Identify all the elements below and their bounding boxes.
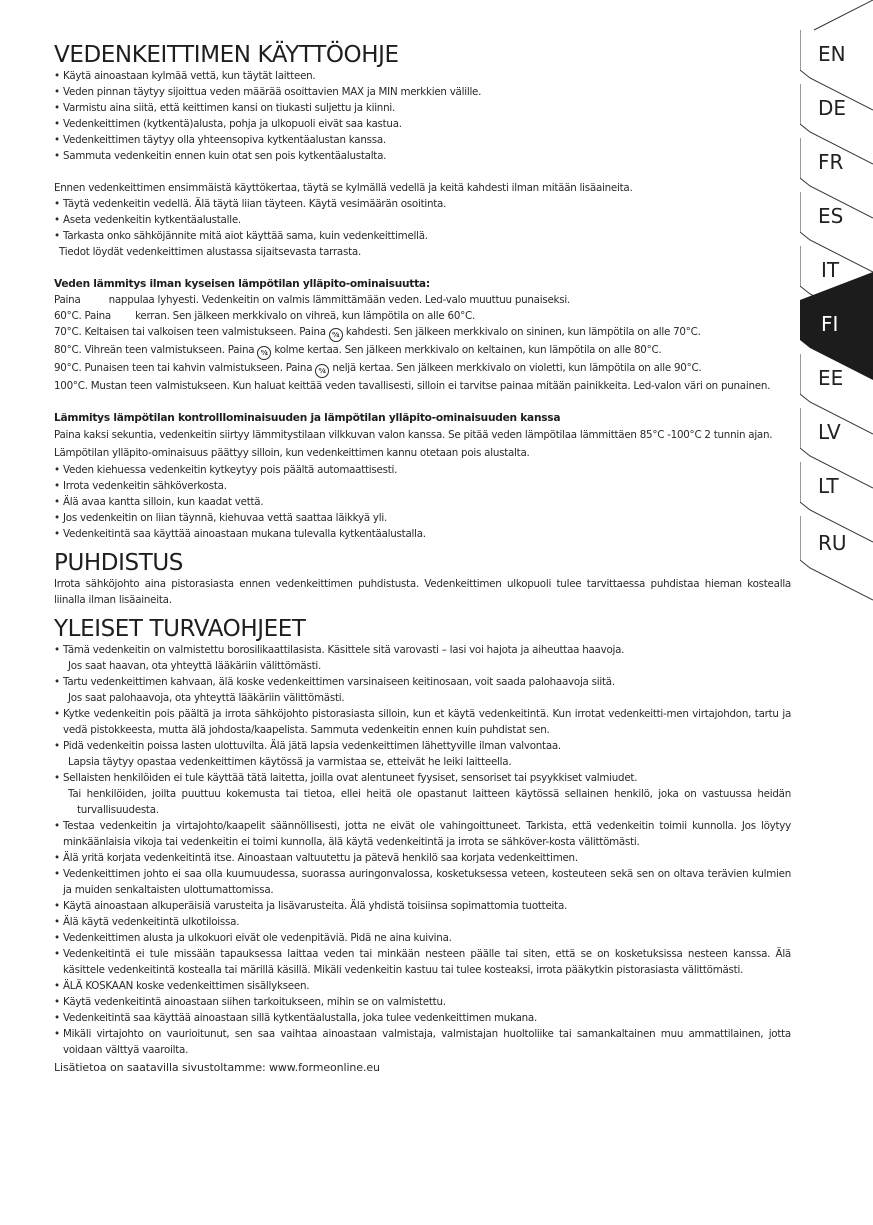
list-item: • Veden kiehuessa vedenkeitin kytkeytyy pois päältä automaattisesti. [54,462,791,478]
list-item: • Varmistu aina siitä, että keittimen kansi on tiukasti suljettu ja kiinni. [54,100,791,116]
list-item: • Älä käytä vedenkeitintä ulkotiloissa. [54,914,791,930]
heating-text: nappulaa lyhyesti. Vedenkeitin on valmis lämmittämään veden. Led-valo muuttuu punaiseksi. [108,294,570,306]
list-item: • Vedenkeittimen johto ei saa olla kuumuudessa, suorassa auringonvalossa, kosketuksessa veteen, kosteuteen sekä sen on oltava terävien kulmien ja muiden senkaltaisten ulottumattomissa. [54,866,791,898]
tab-ru[interactable]: RU [818,531,847,555]
temperature-button-icon: ⁰⁄₄ [257,346,271,360]
first-use-list [54,196,791,244]
heating-title: Veden lämmitys ilman kyseisen lämpötilan ylläpito-ominaisuutta: [54,278,430,290]
footer-website-text: Lisätietoa on saatavilla sivustoltamme: www.formeonline.eu [54,1061,380,1074]
cleaning-text: Irrota sähköjohto aina pistorasiasta ennen vedenkeittimen puhdistusta. Vedenkeittimen ulkopuoli tulee tarvittaessa puhdistaa hieman kostealla liinalla ilman lisäaineita. [54,578,791,606]
heating-line-80 [54,342,791,360]
safety-title: YLEISET TURVAOHJEET [54,616,306,642]
list-item-sub: Jos saat haavan, ota yhteyttä lääkäriin välittömästi. [68,660,322,672]
list-item: • Aseta vedenkeitin kytkentäalustalle. [54,212,791,228]
list-item: • Käytä ainoastaan kylmää vettä, kun täytät laitteen. [54,68,791,84]
heating-text: kerran. Sen jälkeen merkkivalo on vihreä, kun lämpötila on alle 60°C. [135,310,475,322]
tab-es[interactable]: ES [818,204,844,228]
heating-text: 90°C. Punaisen teen tai kahvin valmistukseen. Paina [54,362,313,374]
usage-list [54,68,791,164]
tab-lt[interactable]: LT [818,474,839,498]
list-item: • Kytke vedenkeitin pois päältä ja irrota sähköjohto pistorasiasta silloin, kun et käytä vedenkeitintä. Kun irrotat vedenkeitti-men virtajohdon, tartu ja vedä pistokkeesta, mutta älä johdosta/kaapelista. Sammuta vedenkeitin ennen kuin puhdistat sen. [54,706,791,738]
list-item-sub: Lapsia täytyy opastaa vedenkeittimen käytössä ja varmistaa se, etteivät he leiki laitteella. [68,756,512,768]
list-item: • Irrota vedenkeitin sähköverkosta. [54,478,791,494]
heating-text: 80°C. Vihreän teen valmistukseen. Paina [54,344,255,356]
language-tabs [800,0,873,1225]
tab-fr[interactable]: FR [818,150,844,174]
list-item: • Sellaisten henkilöiden ei tule käyttää tätä laitetta, joilla ovat alentuneet fyysiset, sensoriset tai psyykkiset valmiudet. Tai henkilöiden, joilta puuttuu kokemusta tai tietoa, ellei heitä ole opastanut laitteen käytössä sellainen henkilö, joka on vastuussa heidän turvallisuudesta. [54,770,791,818]
tab-de[interactable]: DE [818,96,847,120]
heating-line-paina [54,292,791,308]
list-item: • Jos vedenkeitin on liian täynnä, kiehuvaa vettä saattaa läikkyä yli. [54,510,791,526]
list-item: • Vedenkeittimen (kytkentä)alusta, pohja ja ulkopuoli eivät saa kastua. [54,116,791,132]
list-item: • Älä yritä korjata vedenkeitintä itse. Ainoastaan valtuutettu ja pätevä henkilö saa korjata vedenkeittimen. [54,850,791,866]
first-use-intro: Ennen vedenkeittimen ensimmäistä käyttökertaa, täytä se kylmällä vedellä ja keitä kahdesti ilman mitään lisäaineita. [54,182,633,194]
list-item: • Vedenkeitintä ei tule missään tapauksessa laittaa veden tai minkään nesteen päälle tai siten, että se on kosketuksissa nesteen kanssa. Älä käsittele vedenkeitintä kostealla tai märillä käsillä. Mikäli vedenkeitin kastuu tai tulee kosteaksi, irrota pääkytkin pistorasiasta välittömästi. [54,946,791,978]
keepwarm-text: Paina kaksi sekuntia, vedenkeitin siirtyy lämmitystilaan vilkkuvan valon kanssa. Se pitää veden lämpötilaa lämmittäen 85°C -100°C 2 tunnin ajan. Lämpötilan ylläpito-ominaisuus päättyy silloin, kun vedenkeittimen kannu otetaan pois alustalta. [54,429,773,459]
temperature-button-icon: ⁰⁄₄ [329,328,343,342]
list-item-sub: Tai henkilöiden, joilta puuttuu kokemusta tai tietoa, ellei heitä ole opastanut laitteen käytössä sellainen henkilö, joka on vastuussa heidän turvallisuudesta. [68,788,791,816]
tab-lv[interactable]: LV [818,420,841,444]
heating-text: 60°C. Paina [54,310,111,322]
list-item-sub: Jos saat palohaavoja, ota yhteyttä lääkäriin välittömästi. [68,692,345,704]
heating-text: neljä kertaa. Sen jälkeen merkkivalo on violetti, kun lämpötila on alle 90°C. [332,362,702,374]
tab-en[interactable]: EN [818,42,846,66]
temperature-button-icon: ⁰⁄₄ [315,364,329,378]
heating-text: Paina [54,294,81,306]
manual-content [54,42,791,1076]
heating-line-100: 100°C. Mustan teen valmistukseen. Kun haluat keittää veden tavallisesti, silloin ei tarvitse painaa mitään painikkeita. Led-valon väri on punainen. [54,380,771,392]
heating-text: kahdesti. Sen jälkeen merkkivalo on sininen, kun lämpötila on alle 70°C. [345,326,701,338]
keepwarm-list [54,462,791,542]
list-item: • ÄLÄ KOSKAAN koske vedenkeittimen sisällykseen. [54,978,791,994]
list-item: • Vedenkeitintä saa käyttää ainoastaan mukana tulevalla kytkentäalustalla. [54,526,791,542]
tab-it[interactable]: IT [821,258,840,282]
list-item: • Käytä ainoastaan alkuperäisiä varusteita ja lisävarusteita. Älä yhdistä toisiinsa sopimattomia tuotteita. [54,898,791,914]
heating-line-70 [54,324,791,342]
list-item: • Vedenkeittimen alusta ja ulkokuori eivät ole vedenpitäviä. Pidä ne aina kuivina. [54,930,791,946]
list-item: • Tämä vedenkeitin on valmistettu borosilikaattilasista. Käsittele sitä varovasti – lasi voi hajota ja aiheuttaa haavoja. Jos saat haavan, ota yhteyttä lääkäriin välittömästi. [54,642,791,674]
list-item: • Veden pinnan täytyy sijoittua veden määrää osoittavien MAX ja MIN merkkien välille. [54,84,791,100]
list-item: • Testaa vedenkeitin ja virtajohto/kaapelit säännöllisesti, jotta ne eivät ole vahingoittuneet. Tarkista, että vedenkeitin toimii kunnolla. Jos löytyy minkäänlaisia vikoja tai vedenkeitin ei toimi kunnolla, älä käytä vedenkeitintä ja irrota se sähköver-kosta välittömästi. [54,818,791,850]
usage-title: VEDENKEITTIMEN KÄYTTÖOHJE [54,42,399,68]
safety-list [54,642,791,1058]
list-item: • Tarkasta onko sähköjännite mitä aiot käyttää sama, kuin vedenkeittimellä. [54,228,791,244]
heating-line-90 [54,360,791,378]
list-item: • Mikäli virtajohto on vaurioitunut, sen saa vaihtaa ainoastaan valmistaja, valmistajan huoltoliike tai samankaltainen muu ammattilainen, jotta voidaan välttyä vaaroilta. [54,1026,791,1058]
tab-ee[interactable]: EE [818,366,844,390]
list-item: • Pidä vedenkeitin poissa lasten ulottuvilta. Älä jätä lapsia vedenkeittimen lähettyville ilman valvontaa. Lapsia täytyy opastaa vedenkeittimen käytössä ja varmistaa se, etteivät he leiki laitteella. [54,738,791,770]
keepwarm-title: Lämmitys lämpötilan kontrollIominaisuuden ja lämpötilan ylläpito-ominaisuuden kanssa [54,412,561,424]
cleaning-title: PUHDISTUS [54,550,183,576]
heating-text: 70°C. Keltaisen tai valkoisen teen valmistukseen. Paina [54,326,326,338]
tab-fi[interactable]: FI [821,312,839,336]
list-item: • Älä avaa kantta silloin, kun kaadat vettä. [54,494,791,510]
list-item: • Tartu vedenkeittimen kahvaan, älä koske vedenkeittimen varsinaiseen keitinosaan, voit saada palohaavoja siitä. Jos saat palohaavoja, ota yhteyttä lääkäriin välittömästi. [54,674,791,706]
list-item: • Vedenkeittimen täytyy olla yhteensopiva kytkentäalustan kanssa. [54,132,791,148]
list-item: • Sammuta vedenkeitin ennen kuin otat sen pois kytkentäalustalta. [54,148,791,164]
list-item: • Vedenkeitintä saa käyttää ainoastaan sillä kytkentäalustalla, joka tulee vedenkeittimen mukana. [54,1010,791,1026]
list-item: • Täytä vedenkeitin vedellä. Älä täytä liian täyteen. Käytä vesimäärän osoitinta. [54,196,791,212]
heating-line-60 [54,308,791,324]
list-item: • Käytä vedenkeitintä ainoastaan siihen tarkoitukseen, mihin se on valmistettu. [54,994,791,1010]
heating-text: kolme kertaa. Sen jälkeen merkkivalo on keltainen, kun lämpötila on alle 80°C. [274,344,662,356]
rating-note: Tiedot löydät vedenkeittimen alustassa sijaitsevasta tarrasta. [59,246,361,258]
language-tabs-outline [800,0,873,1225]
